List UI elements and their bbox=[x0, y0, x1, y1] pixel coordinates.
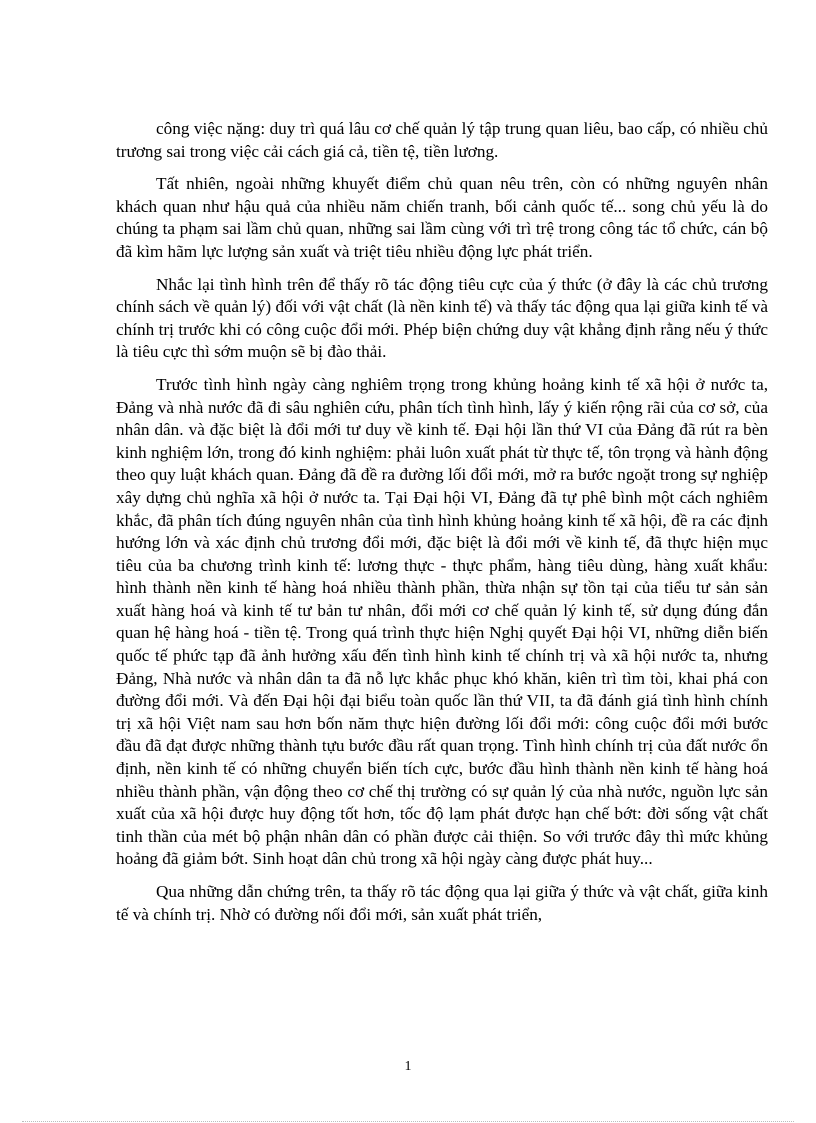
paragraph-2: Tất nhiên, ngoài những khuyết điểm chủ quan nêu trên, còn có những nguyên nhân khách quan như hậu quả của nhiều năm chiến tranh, bối cảnh quốc tế... song chủ yếu là do chúng ta phạm sai lầm chủ quan, những sai lầm cùng với trì trệ trong công tác tổ chức, cán bộ đã kìm hãm lực lượng sản xuất và triệt tiêu nhiều động lực phát triển. bbox=[116, 174, 768, 261]
document-body bbox=[116, 118, 768, 936]
paragraph-1: công việc nặng: duy trì quá lâu cơ chế quản lý tập trung quan liêu, bao cấp, có nhiều chủ trương sai trong việc cải cách giá cả, tiền tệ, tiền lương. bbox=[116, 119, 768, 161]
page-bottom-divider bbox=[22, 1121, 794, 1122]
paragraph-3: Nhắc lại tình hình trên để thấy rõ tác động tiêu cực của ý thức (ở đây là các chủ trương chính sách về quản lý) đối với vật chất (là nền kinh tế) và thấy tác động qua lại giữa kinh tế và chính trị trước khi có công cuộc đổi mới. Phép biện chứng duy vật khẳng định rằng nếu ý thức là tiêu cực thì sớm muộn sẽ bị đào thải. bbox=[116, 274, 768, 362]
paragraph-4: Trước tình hình ngày càng nghiêm trọng trong khủng hoảng kinh tế xã hội ở nước ta, Đảng và nhà nước đã đi sâu nghiên cứu, phân tích tình hình, lấy ý kiến rộng rãi của cơ sở, của nhân dân. và đặc biệt là đổi mới tư duy về kinh tế. Đại hội lần thứ VI của Đảng đã rút ra bèn kinh nghiệm lớn, trong đó kinh nghiệm: phải luôn xuất phát từ thực tế, tôn trọng và hành động theo quy luật khách quan. Đảng đã đề ra đường lối đổi mới, mở ra bước ngoặt trong sự nghiệp xây dựng chủ nghĩa xã hội ở nước ta. Tại Đại hội VI, Đảng đã tự phê bình một cách nghiêm khắc, đã phân tích đúng nguyên nhân của tình hình khủng hoảng kinh tế xã hội, đề ra các định hướng lớn và xác định chủ trương đổi mới, đặc biệt là đổi mới về kinh tế, đã thực hiện mục tiêu của ba chương trình kinh tế: lương thực - thực phẩm, hàng tiêu dùng, hàng xuất khẩu: hình thành nền kinh tế hàng hoá nhiều thành phần, thừa nhận sự tồn tại của tiểu tư sản sản xuất hàng hoá và kinh tế tư bản tư nhân, đổi mới cơ chế quản lý kinh tế, sử dụng đúng đắn quan hệ hàng hoá - tiền tệ. Trong quá trình thực hiện Nghị quyết Đại hội VI, những diễn biến quốc tế phức tạp đã ảnh hưởng xấu đến tình hình kinh tế chính trị và xã hội nước ta, nhưng Đảng, Nhà nước và nhân dân ta đã nỗ lực khắc phục khó khăn, kiên trì tìm tòi, khai phá con đường đổi mới. Và đến Đại hội đại biểu toàn quốc lần thứ VII, ta đã đánh giá tình hình chính trị xã hội Việt nam sau hơn bốn năm thực hiện đường lối đổi mới: công cuộc đổi mới bước đầu đã đạt được những thành tựu bước đầu rất quan trọng. Tình hình chính trị của đất nước ổn định, nền kinh tế có những chuyển biến tích cực, bước đầu hình thành nền kinh tế hàng hoá nhiều thành phần, vận động theo cơ chế thị trường có sự quản lý của nhà nước, nguồn lực sản xuất của xã hội được huy động tốt hơn, tốc độ lạm phát được hạn chế bớt: đời sống vật chất tinh thần của mét bộ phận nhân dân có phần được cải thiện. So với trước đây thì mức khủng hoảng đã giảm bớt. Sinh hoạt dân chủ trong xã hội ngày càng được phát huy... bbox=[116, 374, 768, 869]
page-number: 1 bbox=[404, 1059, 412, 1074]
paragraph-5: Qua những dẫn chứng trên, ta thấy rõ tác động qua lại giữa ý thức và vật chất, giữa kinh tế và chính trị. Nhờ có đường nối đổi mới, sản xuất phát triển, bbox=[116, 882, 768, 924]
